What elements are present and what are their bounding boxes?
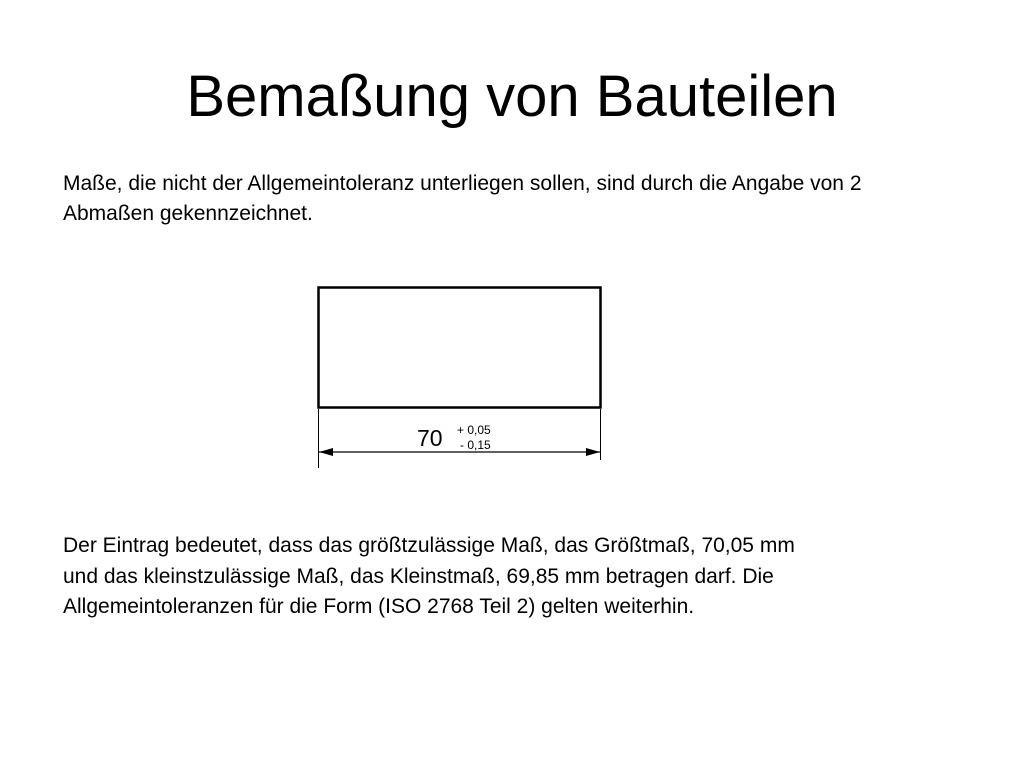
arrowhead-right — [586, 448, 600, 456]
explanation-paragraph: Der Eintrag bedeutet, dass das größtzulässige Maß, das Größtmaß, 70,05 mm und das kleinstzulässige Maß, das Kleinstmaß, 69,85 mm betragen darf. Die Allgemeintoleranzen für die Form (ISO 2768 Teil 2) gelten weiterhin. — [63, 534, 795, 618]
part-rectangle — [319, 288, 601, 408]
dimension-upper-deviation: + 0,05 — [457, 423, 491, 437]
dimension-nominal-value: 70 — [417, 425, 443, 451]
slide-title: Bemaßung von Bauteilen — [186, 64, 838, 129]
intro-paragraph: Maße, die nicht der Allgemeintoleranz unterliegen sollen, sind durch die Angabe von 2 Abmaßen gekennzeichnet. — [63, 172, 862, 225]
dimension-lower-deviation: - 0,15 — [460, 438, 491, 452]
arrowhead-left — [319, 448, 333, 456]
